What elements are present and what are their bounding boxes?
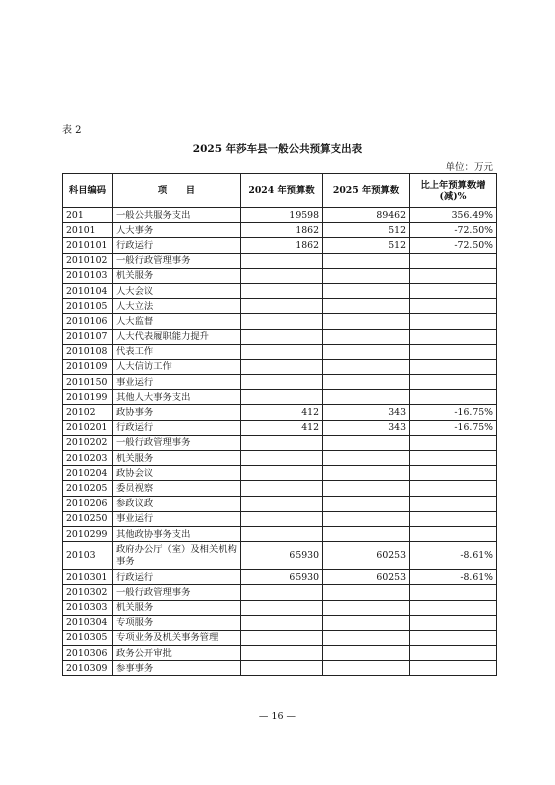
- cell-change: [410, 435, 497, 450]
- cell-2025-budget: 89462: [323, 208, 410, 223]
- cell-item-name: 代表工作: [113, 344, 241, 359]
- cell-2024-budget: [241, 496, 323, 511]
- page-number: — 16 —: [258, 711, 297, 722]
- table-header-row: [63, 174, 497, 208]
- cell-2024-budget: [241, 283, 323, 298]
- cell-2024-budget: 1862: [241, 238, 323, 253]
- table-row: [63, 405, 497, 420]
- cell-change: [410, 344, 497, 359]
- cell-code: 2010199: [63, 390, 113, 405]
- cell-code: 2010206: [63, 496, 113, 511]
- cell-code: 2010250: [63, 511, 113, 526]
- table-row: [63, 526, 497, 541]
- budget-table: [62, 173, 497, 676]
- cell-item-name: 专项服务: [113, 615, 241, 630]
- cell-change: [410, 511, 497, 526]
- cell-item-name: 其他政协事务支出: [113, 526, 241, 541]
- table-row: [63, 344, 497, 359]
- cell-2025-budget: [323, 511, 410, 526]
- cell-change: [410, 466, 497, 481]
- cell-change: [410, 314, 497, 329]
- cell-2024-budget: [241, 344, 323, 359]
- cell-item-name: 一般公共服务支出: [113, 208, 241, 223]
- cell-change: [410, 299, 497, 314]
- cell-change: 356.49%: [410, 208, 497, 223]
- cell-change: [410, 615, 497, 630]
- cell-item-name: 政务公开审批: [113, 646, 241, 661]
- cell-code: 2010309: [63, 661, 113, 676]
- cell-change: [410, 646, 497, 661]
- cell-2025-budget: 512: [323, 238, 410, 253]
- cell-code: 2010304: [63, 615, 113, 630]
- cell-2024-budget: [241, 585, 323, 600]
- cell-change: [410, 359, 497, 374]
- cell-2025-budget: [323, 661, 410, 676]
- header-2024-budget: 2024 年预算数: [241, 174, 323, 208]
- cell-2024-budget: 19598: [241, 208, 323, 223]
- table-row: [63, 283, 497, 298]
- cell-2024-budget: [241, 268, 323, 283]
- cell-change: [410, 585, 497, 600]
- cell-2025-budget: [323, 600, 410, 615]
- cell-change: [410, 451, 497, 466]
- cell-code: 2010202: [63, 435, 113, 450]
- cell-2024-budget: [241, 314, 323, 329]
- table-row: [63, 223, 497, 238]
- cell-2024-budget: 65930: [241, 542, 323, 570]
- cell-item-name: 政府办公厅（室）及相关机构事务: [113, 542, 241, 570]
- cell-code: 2010107: [63, 329, 113, 344]
- table-row: [63, 511, 497, 526]
- cell-change: -8.61%: [410, 542, 497, 570]
- cell-change: [410, 481, 497, 496]
- cell-item-name: 事业运行: [113, 375, 241, 390]
- cell-2025-budget: [323, 299, 410, 314]
- cell-item-name: 一般行政管理事务: [113, 435, 241, 450]
- cell-code: 2010102: [63, 253, 113, 268]
- cell-2024-budget: [241, 511, 323, 526]
- cell-2025-budget: [323, 390, 410, 405]
- cell-2025-budget: [323, 329, 410, 344]
- cell-item-name: 行政运行: [113, 570, 241, 585]
- cell-change: [410, 600, 497, 615]
- cell-2025-budget: [323, 526, 410, 541]
- cell-item-name: 其他人大事务支出: [113, 390, 241, 405]
- cell-2025-budget: 343: [323, 405, 410, 420]
- table-row: [63, 570, 497, 585]
- cell-2025-budget: [323, 496, 410, 511]
- cell-code: 2010305: [63, 630, 113, 645]
- cell-2024-budget: [241, 630, 323, 645]
- table-row: [63, 314, 497, 329]
- table-row: [63, 615, 497, 630]
- cell-change: [410, 329, 497, 344]
- table-row: [63, 661, 497, 676]
- cell-2024-budget: [241, 359, 323, 374]
- cell-change: [410, 496, 497, 511]
- cell-2025-budget: 343: [323, 420, 410, 435]
- cell-2024-budget: [241, 390, 323, 405]
- table-row: [63, 585, 497, 600]
- cell-code: 2010106: [63, 314, 113, 329]
- table-row: [63, 646, 497, 661]
- cell-code: 20101: [63, 223, 113, 238]
- cell-2025-budget: [323, 481, 410, 496]
- cell-2024-budget: 1862: [241, 223, 323, 238]
- cell-code: 2010306: [63, 646, 113, 661]
- cell-2025-budget: [323, 646, 410, 661]
- cell-2024-budget: [241, 299, 323, 314]
- cell-item-name: 事业运行: [113, 511, 241, 526]
- cell-item-name: 机关服务: [113, 600, 241, 615]
- table-row: [63, 466, 497, 481]
- cell-change: [410, 253, 497, 268]
- cell-item-name: 人大会议: [113, 283, 241, 298]
- table-number-label: 表 2: [62, 125, 82, 136]
- table-row: [63, 420, 497, 435]
- table-row: [63, 451, 497, 466]
- cell-code: 20102: [63, 405, 113, 420]
- table-row: [63, 481, 497, 496]
- cell-change: -72.50%: [410, 223, 497, 238]
- cell-2025-budget: [323, 344, 410, 359]
- cell-2024-budget: 412: [241, 405, 323, 420]
- cell-change: -16.75%: [410, 405, 497, 420]
- cell-2025-budget: [323, 451, 410, 466]
- cell-item-name: 政协会议: [113, 466, 241, 481]
- cell-item-name: 一般行政管理事务: [113, 253, 241, 268]
- table-row: [63, 435, 497, 450]
- cell-item-name: 人大信访工作: [113, 359, 241, 374]
- cell-code: 201: [63, 208, 113, 223]
- cell-2025-budget: 60253: [323, 570, 410, 585]
- table-row: [63, 390, 497, 405]
- header-code: 科目编码: [63, 174, 113, 208]
- cell-2025-budget: [323, 630, 410, 645]
- cell-2025-budget: 512: [323, 223, 410, 238]
- cell-2025-budget: [323, 253, 410, 268]
- cell-code: 2010103: [63, 268, 113, 283]
- cell-2025-budget: [323, 466, 410, 481]
- table-body: [63, 208, 497, 676]
- cell-item-name: 政协事务: [113, 405, 241, 420]
- cell-item-name: 委员视察: [113, 481, 241, 496]
- cell-code: 2010108: [63, 344, 113, 359]
- cell-change: [410, 661, 497, 676]
- table-row: [63, 542, 497, 570]
- cell-item-name: 行政运行: [113, 238, 241, 253]
- cell-item-name: 参政议政: [113, 496, 241, 511]
- cell-code: 2010301: [63, 570, 113, 585]
- table-row: [63, 496, 497, 511]
- table-row: [63, 238, 497, 253]
- table-row: [63, 630, 497, 645]
- document-title: 2025 年莎车县一般公共预算支出表: [192, 143, 363, 155]
- cell-2024-budget: [241, 600, 323, 615]
- cell-code: 2010201: [63, 420, 113, 435]
- cell-change: [410, 390, 497, 405]
- cell-2024-budget: [241, 661, 323, 676]
- cell-2025-budget: [323, 435, 410, 450]
- cell-2024-budget: [241, 615, 323, 630]
- cell-item-name: 参事事务: [113, 661, 241, 676]
- cell-code: 2010303: [63, 600, 113, 615]
- cell-2025-budget: [323, 314, 410, 329]
- cell-item-name: 一般行政管理事务: [113, 585, 241, 600]
- cell-code: 2010203: [63, 451, 113, 466]
- cell-item-name: 人大代表履职能力提升: [113, 329, 241, 344]
- cell-2025-budget: [323, 283, 410, 298]
- cell-2024-budget: 412: [241, 420, 323, 435]
- table-row: [63, 208, 497, 223]
- header-item: 项 目: [113, 174, 241, 208]
- cell-code: 2010109: [63, 359, 113, 374]
- cell-2024-budget: 65930: [241, 570, 323, 585]
- cell-2024-budget: [241, 329, 323, 344]
- cell-2025-budget: [323, 615, 410, 630]
- cell-2025-budget: [323, 375, 410, 390]
- cell-code: 2010302: [63, 585, 113, 600]
- table-row: [63, 600, 497, 615]
- table-row: [63, 299, 497, 314]
- table-row: [63, 359, 497, 374]
- cell-code: 2010105: [63, 299, 113, 314]
- cell-change: [410, 283, 497, 298]
- cell-item-name: 机关服务: [113, 268, 241, 283]
- cell-2025-budget: 60253: [323, 542, 410, 570]
- cell-2024-budget: [241, 451, 323, 466]
- cell-2025-budget: [323, 268, 410, 283]
- table-row: [63, 268, 497, 283]
- cell-change: [410, 630, 497, 645]
- cell-change: -72.50%: [410, 238, 497, 253]
- cell-code: 2010205: [63, 481, 113, 496]
- cell-change: -8.61%: [410, 570, 497, 585]
- cell-code: 20103: [63, 542, 113, 570]
- header-2025-budget: 2025 年预算数: [323, 174, 410, 208]
- cell-change: -16.75%: [410, 420, 497, 435]
- table-row: [63, 375, 497, 390]
- cell-2024-budget: [241, 466, 323, 481]
- cell-item-name: 人大监督: [113, 314, 241, 329]
- cell-code: 2010150: [63, 375, 113, 390]
- cell-2024-budget: [241, 253, 323, 268]
- cell-2025-budget: [323, 359, 410, 374]
- cell-2024-budget: [241, 375, 323, 390]
- table-row: [63, 253, 497, 268]
- cell-item-name: 机关服务: [113, 451, 241, 466]
- cell-2024-budget: [241, 435, 323, 450]
- cell-2024-budget: [241, 646, 323, 661]
- cell-change: [410, 375, 497, 390]
- cell-code: 2010204: [63, 466, 113, 481]
- table-row: [63, 329, 497, 344]
- cell-code: 2010104: [63, 283, 113, 298]
- cell-item-name: 行政运行: [113, 420, 241, 435]
- cell-2025-budget: [323, 585, 410, 600]
- cell-2024-budget: [241, 526, 323, 541]
- unit-label: 单位：万元: [445, 162, 493, 173]
- cell-code: 2010299: [63, 526, 113, 541]
- cell-change: [410, 526, 497, 541]
- cell-change: [410, 268, 497, 283]
- cell-item-name: 人大立法: [113, 299, 241, 314]
- cell-item-name: 专项业务及机关事务管理: [113, 630, 241, 645]
- header-change: 比上年预算数增(减)%: [410, 174, 497, 208]
- cell-item-name: 人大事务: [113, 223, 241, 238]
- cell-2024-budget: [241, 481, 323, 496]
- cell-code: 2010101: [63, 238, 113, 253]
